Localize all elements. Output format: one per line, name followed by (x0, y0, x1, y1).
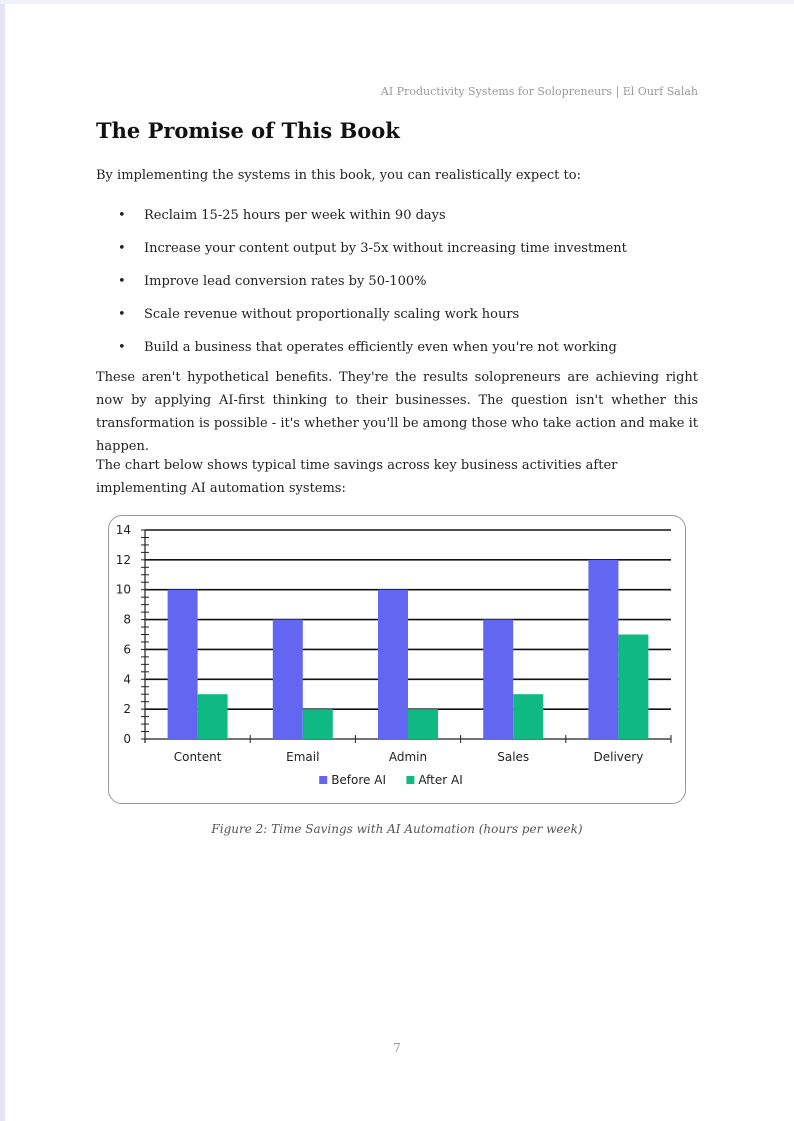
page-left-edge (0, 0, 5, 1121)
benefits-list (96, 205, 698, 370)
results-paragraph: These aren't hypothetical benefits. They're the results solopreneurs are achieving right now by applying AI-first thinking to their businesses. The question isn't whether this transformation is possible - it's whether you'll be among those who take action and make it happen. (96, 370, 698, 454)
list-item-text: Improve lead conversion rates by 50-100% (144, 274, 427, 289)
running-header: AI Productivity Systems for Solopreneurs | El Ourf Salah (380, 85, 698, 98)
list-item (96, 205, 698, 238)
legend-swatch (319, 776, 327, 784)
x-category-label: Sales (497, 750, 530, 764)
list-item-text: Build a business that operates efficiently even when you're not working (144, 340, 617, 355)
bullet-icon: • (118, 241, 126, 256)
x-category-label: Content (173, 750, 222, 764)
bar-after-ai (513, 694, 543, 739)
list-item-text: Reclaim 15-25 hours per week within 90 days (144, 208, 446, 223)
y-tick-label: 0 (123, 732, 131, 746)
bar-before-ai (168, 590, 198, 739)
y-tick-label: 6 (123, 642, 131, 657)
bullet-icon: • (118, 208, 126, 223)
chart-intro-paragraph: The chart below shows typical time savings across key business activities after implementing AI automation systems: (96, 458, 618, 496)
section-title: The Promise of This Book (96, 118, 400, 143)
y-tick-label: 10 (115, 582, 131, 597)
bar-after-ai (303, 709, 333, 739)
bar-before-ai (483, 620, 513, 739)
legend-label: After AI (418, 773, 463, 787)
bullet-icon: • (118, 340, 126, 355)
intro-text: By implementing the systems in this book, you can realistically expect to: (96, 168, 581, 183)
chart-canvas (109, 516, 685, 803)
list-item-text: Scale revenue without proportionally scaling work hours (144, 307, 520, 322)
y-tick-label: 14 (115, 523, 131, 537)
x-category-label: Delivery (593, 750, 644, 764)
x-category-label: Admin (388, 750, 428, 764)
legend-swatch (406, 776, 414, 784)
y-tick-label: 12 (115, 552, 131, 567)
bar-before-ai (273, 620, 303, 739)
bar-after-ai (618, 635, 648, 740)
bar-after-ai (198, 694, 228, 739)
y-tick-label: 2 (123, 702, 131, 717)
time-savings-chart (108, 515, 686, 804)
bar-after-ai (408, 709, 438, 739)
bullet-icon: • (118, 307, 126, 322)
list-item (96, 271, 698, 304)
bar-before-ai (378, 590, 408, 739)
bullet-icon: • (118, 274, 126, 289)
legend-label: Before AI (331, 773, 386, 787)
y-tick-label: 8 (123, 612, 131, 627)
figure-caption: Figure 2: Time Savings with AI Automation (hours per week) (211, 822, 583, 836)
y-tick-label: 4 (123, 672, 131, 687)
page-number: 7 (393, 1041, 401, 1055)
bar-before-ai (588, 560, 618, 739)
page-top-edge (0, 0, 794, 4)
list-item (96, 304, 698, 337)
list-item (96, 238, 698, 271)
list-item-text: Increase your content output by 3-5x without increasing time investment (144, 241, 627, 256)
x-category-label: Email (286, 750, 320, 764)
